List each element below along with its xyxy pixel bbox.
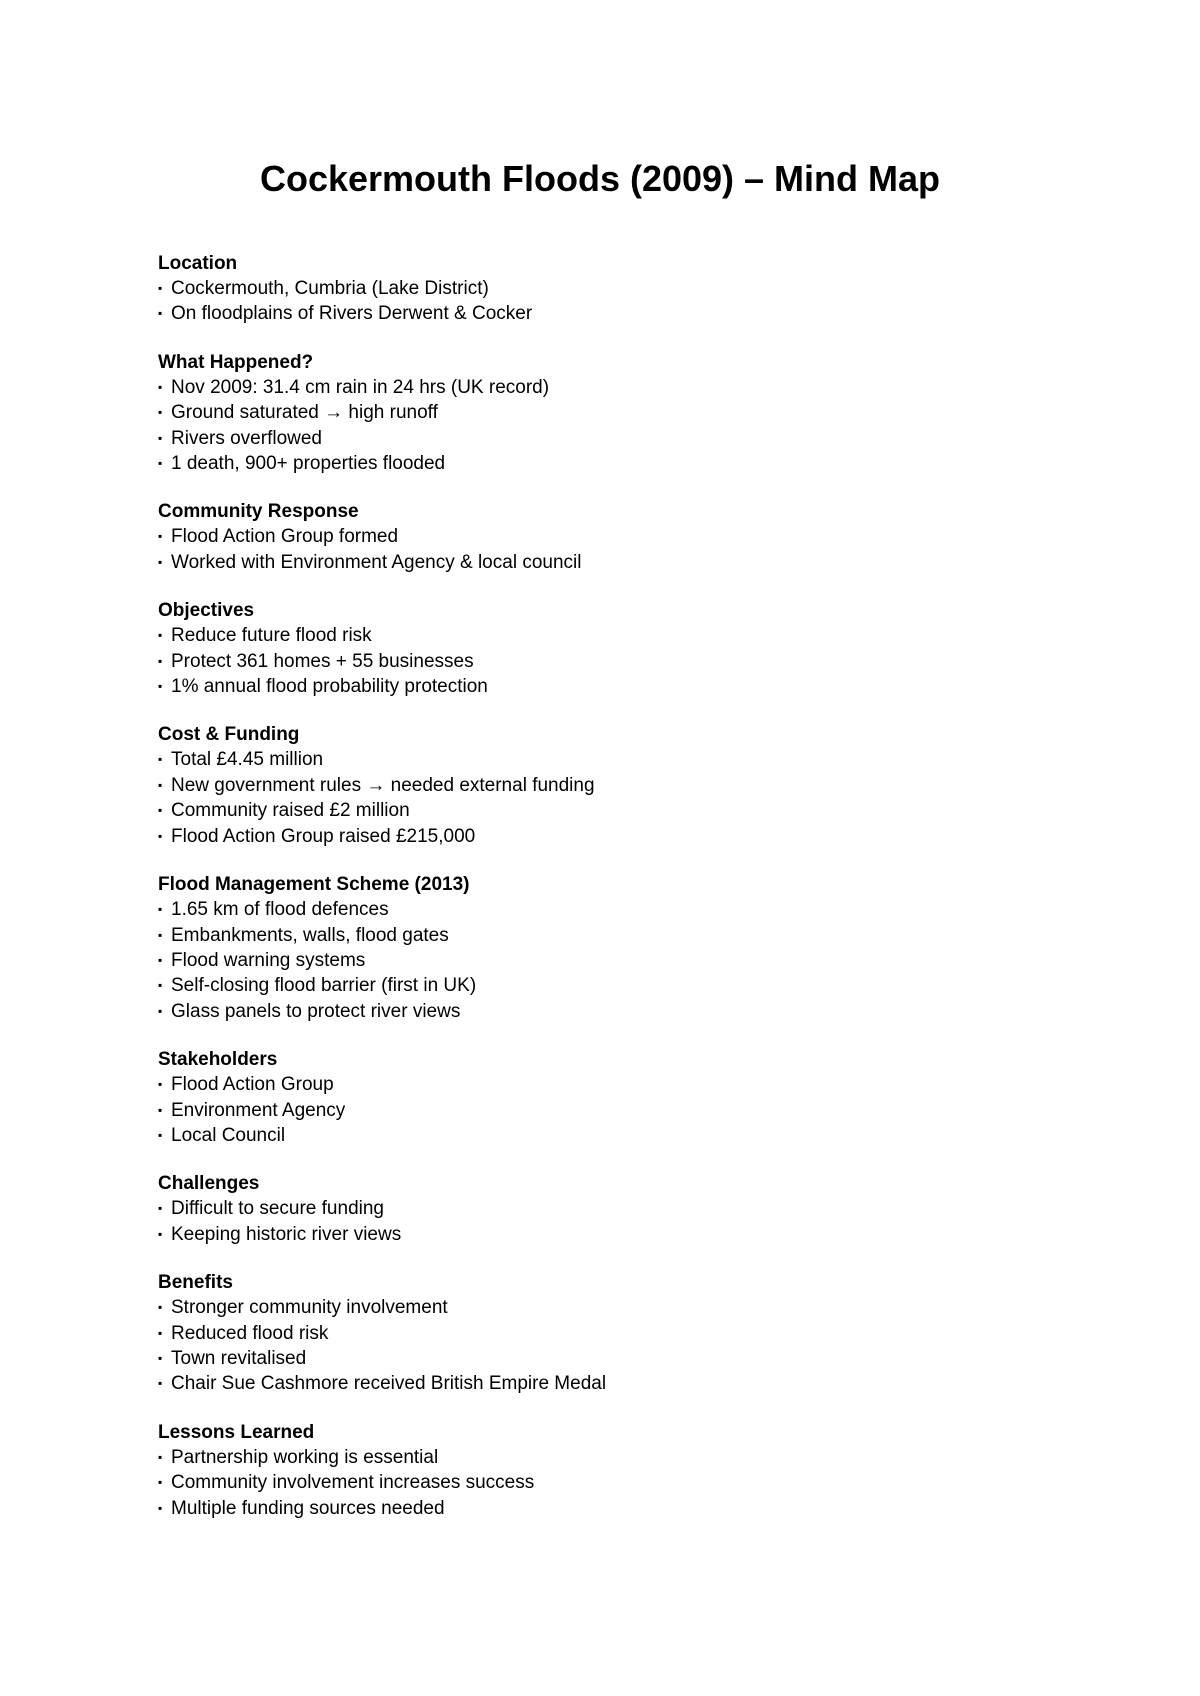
list-item: ▪ Total £4.45 million <box>158 747 1058 772</box>
section-heading: Location <box>158 253 238 274</box>
list-item: ▪ Nov 2009: 31.4 cm rain in 24 hrs (UK record) <box>158 375 1058 400</box>
list-item: ▪ Local Council <box>158 1123 1058 1148</box>
list-item: ▪ Cockermouth, Cumbria (Lake District) <box>158 276 1058 301</box>
list-item: ▪ Flood Action Group raised £215,000 <box>158 824 1058 849</box>
section-heading: Objectives <box>158 600 255 622</box>
bullet-list <box>158 524 1058 575</box>
section-heading: Lessons Learned <box>158 1421 315 1443</box>
list-item: ▪ Flood Action Group formed <box>158 524 1058 549</box>
section-what-happened <box>158 351 1058 477</box>
list-item: ▪ Stronger community involvement <box>158 1295 1058 1320</box>
list-item: ▪ Community involvement increases success <box>158 1470 1058 1495</box>
list-item: ▪ Flood Action Group <box>158 1072 1058 1097</box>
list-item: ▪ Reduced flood risk <box>158 1321 1058 1346</box>
bullet-list <box>158 1295 1058 1397</box>
list-item: ▪ Difficult to secure funding <box>158 1196 1058 1221</box>
list-item: ▪ Glass panels to protect river views <box>158 999 1058 1024</box>
list-item: ▪ Embankments, walls, flood gates <box>158 923 1058 948</box>
bullet-list <box>158 897 1058 1024</box>
section-heading: Cost & Funding <box>158 724 300 746</box>
section-lessons-learned <box>158 1421 1058 1521</box>
section-flood-management-scheme <box>158 873 1058 1024</box>
list-item: ▪ Worked with Environment Agency & local council <box>158 550 1058 575</box>
list-item: ▪ Town revitalised <box>158 1346 1058 1371</box>
section-location <box>158 252 1058 327</box>
bullet-list <box>158 747 1058 849</box>
mind-map-sections <box>158 252 1058 1545</box>
bullet-list <box>158 1196 1058 1247</box>
section-objectives <box>158 599 1058 699</box>
section-benefits <box>158 1271 1058 1397</box>
list-item: ▪ Multiple funding sources needed <box>158 1496 1058 1521</box>
list-item: ▪ Self-closing flood barrier (first in UK) <box>158 973 1058 998</box>
list-item: ▪ New government rules → needed external funding <box>158 773 1058 798</box>
section-challenges <box>158 1172 1058 1247</box>
section-cost-funding <box>158 723 1058 849</box>
list-item: ▪ Rivers overflowed <box>158 426 1058 451</box>
list-item: ▪ Reduce future flood risk <box>158 623 1058 648</box>
bullet-list <box>158 276 1058 327</box>
section-heading: Flood Management Scheme (2013) <box>158 874 470 896</box>
section-heading: Community Response <box>158 501 359 523</box>
list-item: ▪ Partnership working is essential <box>158 1445 1058 1470</box>
section-heading: Stakeholders <box>158 1049 278 1071</box>
bullet-list <box>158 1072 1058 1148</box>
list-item: ▪ On floodplains of Rivers Derwent & Cocker <box>158 301 1058 326</box>
list-item: ▪ 1 death, 900+ properties flooded <box>158 451 1058 476</box>
list-item: ▪ Community raised £2 million <box>158 798 1058 823</box>
list-item: ▪ Chair Sue Cashmore received British Empire Medal <box>158 1371 1058 1396</box>
bullet-list <box>158 1445 1058 1521</box>
section-heading: Benefits <box>158 1272 233 1294</box>
list-item: ▪ Ground saturated → high runoff <box>158 400 1058 425</box>
list-item: ▪ Environment Agency <box>158 1098 1058 1123</box>
page-title: Cockermouth Floods (2009) – Mind Map <box>259 158 941 199</box>
list-item: ▪ 1.65 km of flood defences <box>158 897 1058 922</box>
section-community-response <box>158 500 1058 575</box>
section-heading: Challenges <box>158 1173 260 1195</box>
list-item: ▪ Protect 361 homes + 55 businesses <box>158 649 1058 674</box>
bullet-list <box>158 623 1058 699</box>
list-item: ▪ 1% annual flood probability protection <box>158 674 1058 699</box>
bullet-list <box>158 375 1058 477</box>
section-heading: What Happened? <box>158 351 314 373</box>
list-item: ▪ Flood warning systems <box>158 948 1058 973</box>
section-stakeholders <box>158 1048 1058 1148</box>
list-item: ▪ Keeping historic river views <box>158 1222 1058 1247</box>
